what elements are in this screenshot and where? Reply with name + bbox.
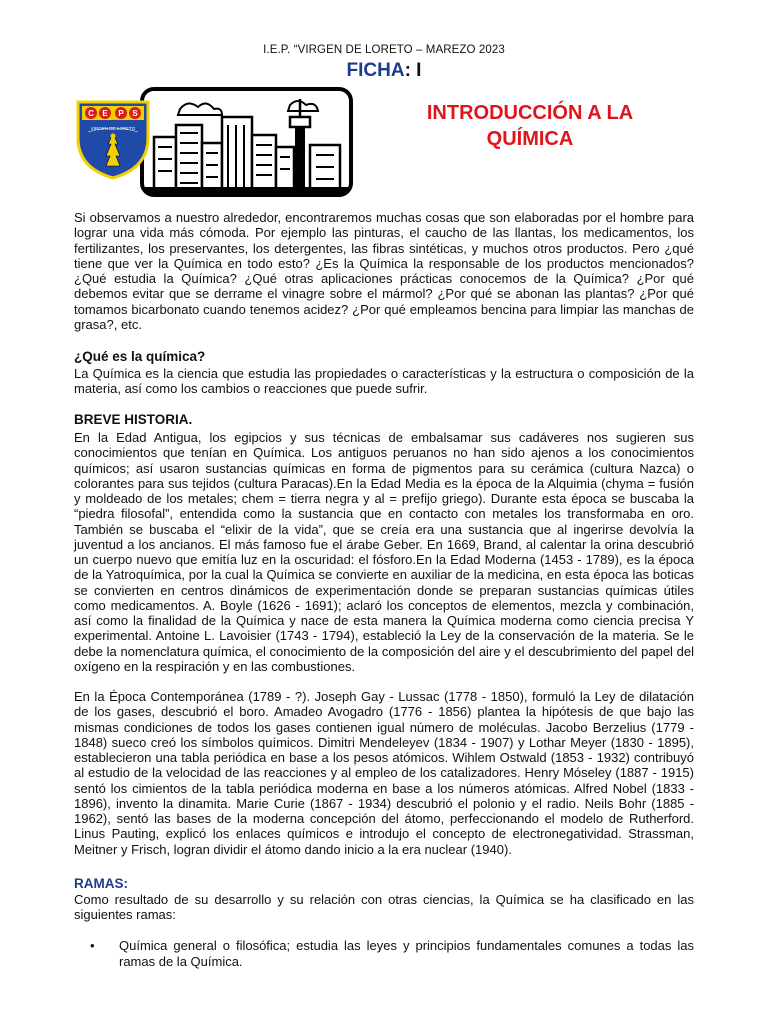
que-es-heading: ¿Qué es la química? (74, 349, 206, 364)
que-es-paragraph: La Química es la ciencia que estudia las propiedades o características y la estructura o composición de la materia, así como los cambios o reacciones que puede sufrir. (74, 366, 694, 397)
title-line-2: QUÍMICA (486, 128, 574, 150)
svg-text:E: E (102, 109, 108, 118)
ramas-heading: RAMAS: (74, 876, 128, 891)
intro-paragraph: Si observamos a nuestro alrededor, encontraremos muchas cosas que son elaboradas por el hombre para lograr una vida más cómoda. Por ejemplo las pinturas, el caucho de las llantas, los medicamentos, los fertilizantes, los preservantes, los detergentes, las fibras sintéticas, y muchos otros productos. Pero ¿qué tiene que ver la Química en todo esto? ¿Es la Química la responsable de los productos mencionados? ¿Qué estudia la Química? ¿Qué otras aplicaciones prácticas conocemos de la Química? ¿Por qué debemos evitar que se derrame el vinagre sobre el mármol? ¿Por qué se abonan las plantas? ¿Por qué tomamos bicarbonato cuando tenemos acidez? ¿Por qué empleamos bencina para limpiar las manchas de grasa?, etc. (74, 210, 694, 332)
svg-text:C: C (88, 109, 94, 118)
svg-text:VIRGEN DE LORETO: VIRGEN DE LORETO (90, 126, 136, 131)
historia-paragraph-1: En la Edad Antigua, los egipcios y sus técnicas de embalsamar sus cadáveres nos sugieren sus conocimientos que tenían en Química. Los antiguos peruanos no han sido ajenos a los conocimientos químicos; así usaron sustancias químicas en forma de pigmentos para su cerámica (cultura Nazca) o colorantes para sus tejidos (cultura Paracas).En la Edad Media es la época de la Alquimia (chyma = fusión y moldeado de los metales; chem = tierra negra y al = prefijo griego). Durante esta época se buscaba la “piedra filosofal”, entendida como la sustancia que en contacto con metales los transformaba en oro. También se buscaba el “elixir de la vida”, que se creía era una sustancia que al ingerirse devolvía la juventud a los ancianos. El más famoso fue el árabe Geber. En 1669, Brand, al calentar la orina descubrió un cuerpo nuevo que emitía luz en la oscuridad: el fósforo.En la Edad Moderna (1453 - 1789), es la época de la Yatroquímica, por la cual la Química se convierte en auxiliar de la medicina, en esta época las boticas se convierten en centros dinámicos de experimentación donde se preparan sustancias químicas útiles como medicamentos. A. Boyle (1626 - 1691); aclaró los conceptos de elementos, mezcla y combinación, así como la finalidad de la Química y nace de esta manera la Química moderna como ciencia precisa Y experimental. Antoine L. Lavoisier (1743 - 1794), estableció la Ley de la conservación de la materia. Se le debe la nomenclatura química, el conocimiento de la composición del aire y el descubrimiento del papel del oxígeno en la respiración y en las combustiones. (74, 430, 694, 674)
svg-text:P: P (118, 109, 124, 118)
page-title (380, 100, 680, 152)
city-skyline-illustration (140, 87, 353, 197)
historia-paragraph-2: En la Época Contemporánea (1789 - ?). Joseph Gay - Lussac (1778 - 1850), formuló la Ley de dilatación de los gases, descubrió el boro. Amadeo Avogadro (1776 - 1856) plantea la hipótesis de que bajo las mismas condiciones de todos los gases contienen igual número de moléculas. Jacobo Berzelius (1779 - 1848) sueco creó los símbolos químicos. Dimitri Mendeleyev (1834 - 1907) y Lothar Meyer (1830 - 1895), establecieron una tabla periódica en base a los pesos atómicos. Wihlem Ostwald (1853 - 1932) contribuyó al estudio de la velocidad de las reacciones y al empleo de los catalizadores. Henry Móseley (1887 - 1915) sentó los cimientos de la tabla periódica moderna en base a los números atómicas. Alfred Nobel (1833 - 1896), invento la dinamita. Marie Curie (1867 - 1934) descubrió el polonio y el radio. Neils Bohr (1885 - 1962), sentó las bases de la moderna concepción del átomo, perfeccionando el modelo de Rutherford. Linus Pauting, explicó los enlaces químicos e introdujo el concepto de electronegatividad. Strassman, Meitner y Frisch, logran dividir el átomo dando inicio a la era nuclear (1940). (74, 689, 694, 857)
ficha-label: FICHA (346, 60, 405, 81)
ficha-number: : I (404, 60, 422, 81)
historia-heading: BREVE HISTORIA. (74, 412, 193, 427)
ficha-title (0, 60, 768, 82)
ramas-paragraph: Como resultado de su desarrollo y su relación con otras ciencias, la Química se ha clasificado en las siguientes ramas: (74, 892, 694, 923)
school-crest-logo (74, 98, 152, 180)
school-header: I.E.P. “VIRGEN DE LORETO – MAREZO 2023 (263, 44, 505, 56)
bullet-icon: • (90, 938, 95, 953)
list-item-text: Química general o filosófica; estudia las leyes y principios fundamentales comunes a todas las ramas de la Química. (119, 938, 694, 969)
title-line-1: INTRODUCCIÓN A LA (426, 102, 634, 124)
svg-text:S: S (132, 109, 138, 118)
